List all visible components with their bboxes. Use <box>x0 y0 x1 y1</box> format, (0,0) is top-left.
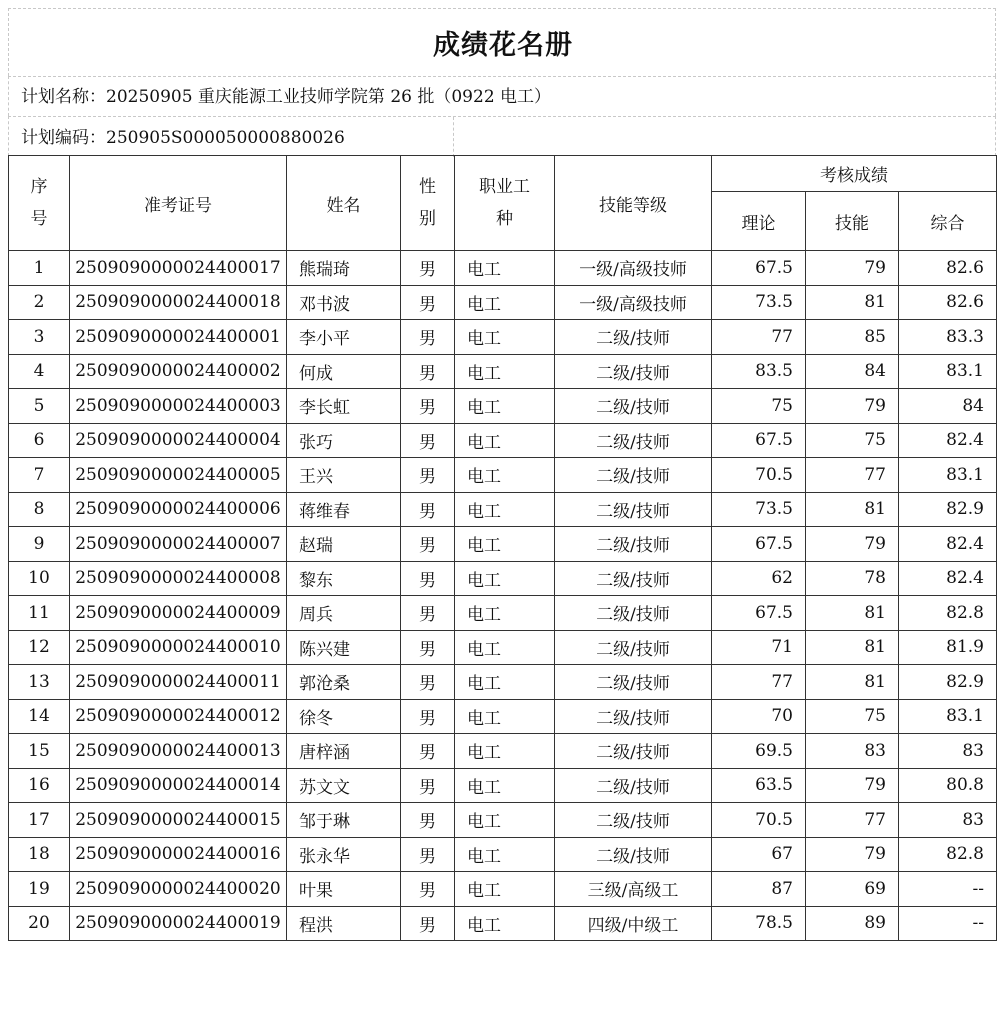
row-skill: 78 <box>806 561 899 596</box>
row-overall: 82.6 <box>899 251 997 286</box>
row-overall: 82.4 <box>899 423 997 458</box>
row-theory: 67.5 <box>712 527 806 562</box>
row-name: 熊瑞琦 <box>287 251 401 286</box>
row-gender: 男 <box>401 665 455 700</box>
row-theory: 69.5 <box>712 734 806 769</box>
row-gender: 男 <box>401 423 455 458</box>
row-overall: 82.8 <box>899 596 997 631</box>
row-trade: 电工 <box>455 596 555 631</box>
row-skill: 75 <box>806 699 899 734</box>
row-theory: 63.5 <box>712 768 806 803</box>
row-exam-no: 2509090000024400010 <box>70 630 287 665</box>
table-row <box>9 630 997 665</box>
row-theory: 77 <box>712 665 806 700</box>
header-seq-line2: 号 <box>30 209 48 229</box>
table-row <box>9 665 997 700</box>
row-overall: 83 <box>899 734 997 769</box>
table-body <box>9 156 997 941</box>
table-row <box>9 906 997 941</box>
row-overall: -- <box>899 872 997 907</box>
row-overall: 82.4 <box>899 527 997 562</box>
row-skill: 79 <box>806 251 899 286</box>
row-skill: 89 <box>806 906 899 941</box>
row-gender: 男 <box>401 285 455 320</box>
row-level: 四级/中级工 <box>555 906 712 941</box>
header-scores: 考核成绩 <box>712 156 997 192</box>
row-name: 郭沧桑 <box>287 665 401 700</box>
page-title: 成绩花名册 <box>433 30 573 61</box>
row-exam-no: 2509090000024400016 <box>70 837 287 872</box>
row-exam-no: 2509090000024400008 <box>70 561 287 596</box>
row-seq: 16 <box>9 768 70 803</box>
row-gender: 男 <box>401 803 455 838</box>
row-theory: 67 <box>712 837 806 872</box>
row-name: 唐梓涵 <box>287 734 401 769</box>
row-level: 一级/高级技师 <box>555 251 712 286</box>
row-skill: 77 <box>806 803 899 838</box>
row-overall: 82.4 <box>899 561 997 596</box>
row-overall: 81.9 <box>899 630 997 665</box>
table-row <box>9 872 997 907</box>
row-seq: 15 <box>9 734 70 769</box>
plan-code-row <box>8 116 996 156</box>
row-gender: 男 <box>401 837 455 872</box>
plan-code-divider <box>453 117 455 157</box>
row-trade: 电工 <box>455 389 555 424</box>
row-skill: 84 <box>806 354 899 389</box>
row-name: 张永华 <box>287 837 401 872</box>
row-skill: 85 <box>806 320 899 355</box>
row-seq: 1 <box>9 251 70 286</box>
row-gender: 男 <box>401 906 455 941</box>
row-trade: 电工 <box>455 320 555 355</box>
plan-code-label: 计划编码： <box>21 128 106 148</box>
row-gender: 男 <box>401 458 455 493</box>
row-skill: 79 <box>806 837 899 872</box>
row-overall: 83.1 <box>899 699 997 734</box>
row-exam-no: 2509090000024400013 <box>70 734 287 769</box>
row-exam-no: 2509090000024400006 <box>70 492 287 527</box>
plan-name-row <box>8 76 996 116</box>
row-theory: 67.5 <box>712 251 806 286</box>
table-row <box>9 734 997 769</box>
row-skill: 81 <box>806 630 899 665</box>
header-theory: 理论 <box>712 192 806 251</box>
row-seq: 18 <box>9 837 70 872</box>
row-theory: 78.5 <box>712 906 806 941</box>
row-gender: 男 <box>401 768 455 803</box>
row-trade: 电工 <box>455 734 555 769</box>
row-exam-no: 2509090000024400011 <box>70 665 287 700</box>
row-trade: 电工 <box>455 837 555 872</box>
row-exam-no: 2509090000024400017 <box>70 251 287 286</box>
row-exam-no: 2509090000024400014 <box>70 768 287 803</box>
score-table <box>8 155 997 941</box>
row-level: 三级/高级工 <box>555 872 712 907</box>
row-name: 何成 <box>287 354 401 389</box>
table-row <box>9 768 997 803</box>
header-name: 姓名 <box>287 156 401 251</box>
row-level: 二级/技师 <box>555 665 712 700</box>
row-name: 徐冬 <box>287 699 401 734</box>
row-gender: 男 <box>401 734 455 769</box>
row-level: 一级/高级技师 <box>555 285 712 320</box>
row-gender: 男 <box>401 872 455 907</box>
row-skill: 69 <box>806 872 899 907</box>
row-name: 黎东 <box>287 561 401 596</box>
row-level: 二级/技师 <box>555 837 712 872</box>
row-overall: 80.8 <box>899 768 997 803</box>
row-level: 二级/技师 <box>555 734 712 769</box>
row-skill: 75 <box>806 423 899 458</box>
header-trade-line2: 种 <box>496 209 513 229</box>
row-exam-no: 2509090000024400018 <box>70 285 287 320</box>
row-overall: 83 <box>899 803 997 838</box>
score-roster-sheet <box>8 8 996 1022</box>
row-name: 邓书波 <box>287 285 401 320</box>
row-name: 李小平 <box>287 320 401 355</box>
row-gender: 男 <box>401 492 455 527</box>
row-overall: 82.9 <box>899 665 997 700</box>
row-seq: 6 <box>9 423 70 458</box>
row-seq: 8 <box>9 492 70 527</box>
row-skill: 79 <box>806 389 899 424</box>
row-gender: 男 <box>401 389 455 424</box>
plan-code-value: 250905S000050000880026 <box>106 128 345 148</box>
row-trade: 电工 <box>455 699 555 734</box>
row-name: 张巧 <box>287 423 401 458</box>
row-seq: 11 <box>9 596 70 631</box>
row-name: 赵瑞 <box>287 527 401 562</box>
row-theory: 62 <box>712 561 806 596</box>
header-seq <box>9 156 70 251</box>
row-seq: 14 <box>9 699 70 734</box>
row-trade: 电工 <box>455 630 555 665</box>
row-exam-no: 2509090000024400007 <box>70 527 287 562</box>
row-name: 周兵 <box>287 596 401 631</box>
row-name: 陈兴建 <box>287 630 401 665</box>
row-overall: 84 <box>899 389 997 424</box>
row-seq: 13 <box>9 665 70 700</box>
row-seq: 19 <box>9 872 70 907</box>
row-overall: 83.1 <box>899 354 997 389</box>
row-gender: 男 <box>401 561 455 596</box>
row-theory: 67.5 <box>712 596 806 631</box>
row-trade: 电工 <box>455 872 555 907</box>
table-row <box>9 458 997 493</box>
table-row <box>9 285 997 320</box>
table-row <box>9 803 997 838</box>
row-trade: 电工 <box>455 906 555 941</box>
row-trade: 电工 <box>455 492 555 527</box>
table-row <box>9 699 997 734</box>
row-skill: 79 <box>806 527 899 562</box>
row-overall: 83.1 <box>899 458 997 493</box>
row-theory: 70.5 <box>712 458 806 493</box>
row-gender: 男 <box>401 699 455 734</box>
header-skill: 技能 <box>806 192 899 251</box>
header-trade-line1: 职业工 <box>479 177 530 197</box>
row-trade: 电工 <box>455 527 555 562</box>
row-seq: 2 <box>9 285 70 320</box>
row-level: 二级/技师 <box>555 527 712 562</box>
table-row <box>9 492 997 527</box>
row-overall: 82.9 <box>899 492 997 527</box>
header-gender-line2: 别 <box>419 209 436 229</box>
row-skill: 77 <box>806 458 899 493</box>
row-level: 二级/技师 <box>555 630 712 665</box>
row-theory: 75 <box>712 389 806 424</box>
row-exam-no: 2509090000024400003 <box>70 389 287 424</box>
header-gender <box>401 156 455 251</box>
row-name: 苏文文 <box>287 768 401 803</box>
row-exam-no: 2509090000024400001 <box>70 320 287 355</box>
row-level: 二级/技师 <box>555 768 712 803</box>
row-gender: 男 <box>401 630 455 665</box>
row-skill: 81 <box>806 285 899 320</box>
row-level: 二级/技师 <box>555 803 712 838</box>
row-seq: 12 <box>9 630 70 665</box>
row-theory: 83.5 <box>712 354 806 389</box>
row-gender: 男 <box>401 320 455 355</box>
row-trade: 电工 <box>455 423 555 458</box>
table-row <box>9 527 997 562</box>
row-level: 二级/技师 <box>555 561 712 596</box>
row-theory: 70.5 <box>712 803 806 838</box>
table-row <box>9 837 997 872</box>
row-trade: 电工 <box>455 285 555 320</box>
row-name: 王兴 <box>287 458 401 493</box>
row-level: 二级/技师 <box>555 389 712 424</box>
table-row <box>9 354 997 389</box>
title-row <box>8 8 996 76</box>
table-row <box>9 561 997 596</box>
row-exam-no: 2509090000024400002 <box>70 354 287 389</box>
row-seq: 3 <box>9 320 70 355</box>
row-level: 二级/技师 <box>555 699 712 734</box>
row-name: 邹于琳 <box>287 803 401 838</box>
row-skill: 83 <box>806 734 899 769</box>
row-exam-no: 2509090000024400015 <box>70 803 287 838</box>
row-overall: 83.3 <box>899 320 997 355</box>
row-overall: 82.6 <box>899 285 997 320</box>
row-skill: 81 <box>806 492 899 527</box>
row-trade: 电工 <box>455 768 555 803</box>
row-level: 二级/技师 <box>555 354 712 389</box>
header-exam-no: 准考证号 <box>70 156 287 251</box>
row-gender: 男 <box>401 251 455 286</box>
row-seq: 9 <box>9 527 70 562</box>
header-overall: 综合 <box>899 192 997 251</box>
row-exam-no: 2509090000024400012 <box>70 699 287 734</box>
table-row <box>9 251 997 286</box>
row-name: 叶果 <box>287 872 401 907</box>
row-trade: 电工 <box>455 354 555 389</box>
row-level: 二级/技师 <box>555 320 712 355</box>
header-trade <box>455 156 555 251</box>
row-exam-no: 2509090000024400005 <box>70 458 287 493</box>
row-overall: 82.8 <box>899 837 997 872</box>
row-gender: 男 <box>401 596 455 631</box>
row-skill: 81 <box>806 665 899 700</box>
row-exam-no: 2509090000024400009 <box>70 596 287 631</box>
header-seq-line1: 序 <box>30 177 48 197</box>
table-row <box>9 423 997 458</box>
row-name: 蒋维春 <box>287 492 401 527</box>
row-gender: 男 <box>401 527 455 562</box>
row-seq: 17 <box>9 803 70 838</box>
row-theory: 73.5 <box>712 285 806 320</box>
row-skill: 79 <box>806 768 899 803</box>
table-row <box>9 389 997 424</box>
row-gender: 男 <box>401 354 455 389</box>
row-theory: 87 <box>712 872 806 907</box>
row-level: 二级/技师 <box>555 596 712 631</box>
table-row <box>9 320 997 355</box>
row-level: 二级/技师 <box>555 458 712 493</box>
row-seq: 5 <box>9 389 70 424</box>
row-seq: 7 <box>9 458 70 493</box>
row-level: 二级/技师 <box>555 423 712 458</box>
header-level: 技能等级 <box>555 156 712 251</box>
row-skill: 81 <box>806 596 899 631</box>
plan-name-value: 20250905 重庆能源工业技师学院第 26 批（0922 电工） <box>106 87 552 107</box>
row-seq: 10 <box>9 561 70 596</box>
row-seq: 4 <box>9 354 70 389</box>
row-trade: 电工 <box>455 803 555 838</box>
row-trade: 电工 <box>455 665 555 700</box>
row-trade: 电工 <box>455 561 555 596</box>
header-gender-line1: 性 <box>419 177 436 197</box>
row-level: 二级/技师 <box>555 492 712 527</box>
row-name: 李长虹 <box>287 389 401 424</box>
row-name: 程洪 <box>287 906 401 941</box>
row-theory: 70 <box>712 699 806 734</box>
row-theory: 77 <box>712 320 806 355</box>
row-theory: 67.5 <box>712 423 806 458</box>
row-theory: 71 <box>712 630 806 665</box>
row-trade: 电工 <box>455 458 555 493</box>
row-seq: 20 <box>9 906 70 941</box>
table-row <box>9 596 997 631</box>
row-overall: -- <box>899 906 997 941</box>
row-exam-no: 2509090000024400004 <box>70 423 287 458</box>
row-trade: 电工 <box>455 251 555 286</box>
header-row-top <box>9 156 997 192</box>
plan-name-label: 计划名称： <box>21 87 106 107</box>
row-exam-no: 2509090000024400019 <box>70 906 287 941</box>
row-theory: 73.5 <box>712 492 806 527</box>
row-exam-no: 2509090000024400020 <box>70 872 287 907</box>
